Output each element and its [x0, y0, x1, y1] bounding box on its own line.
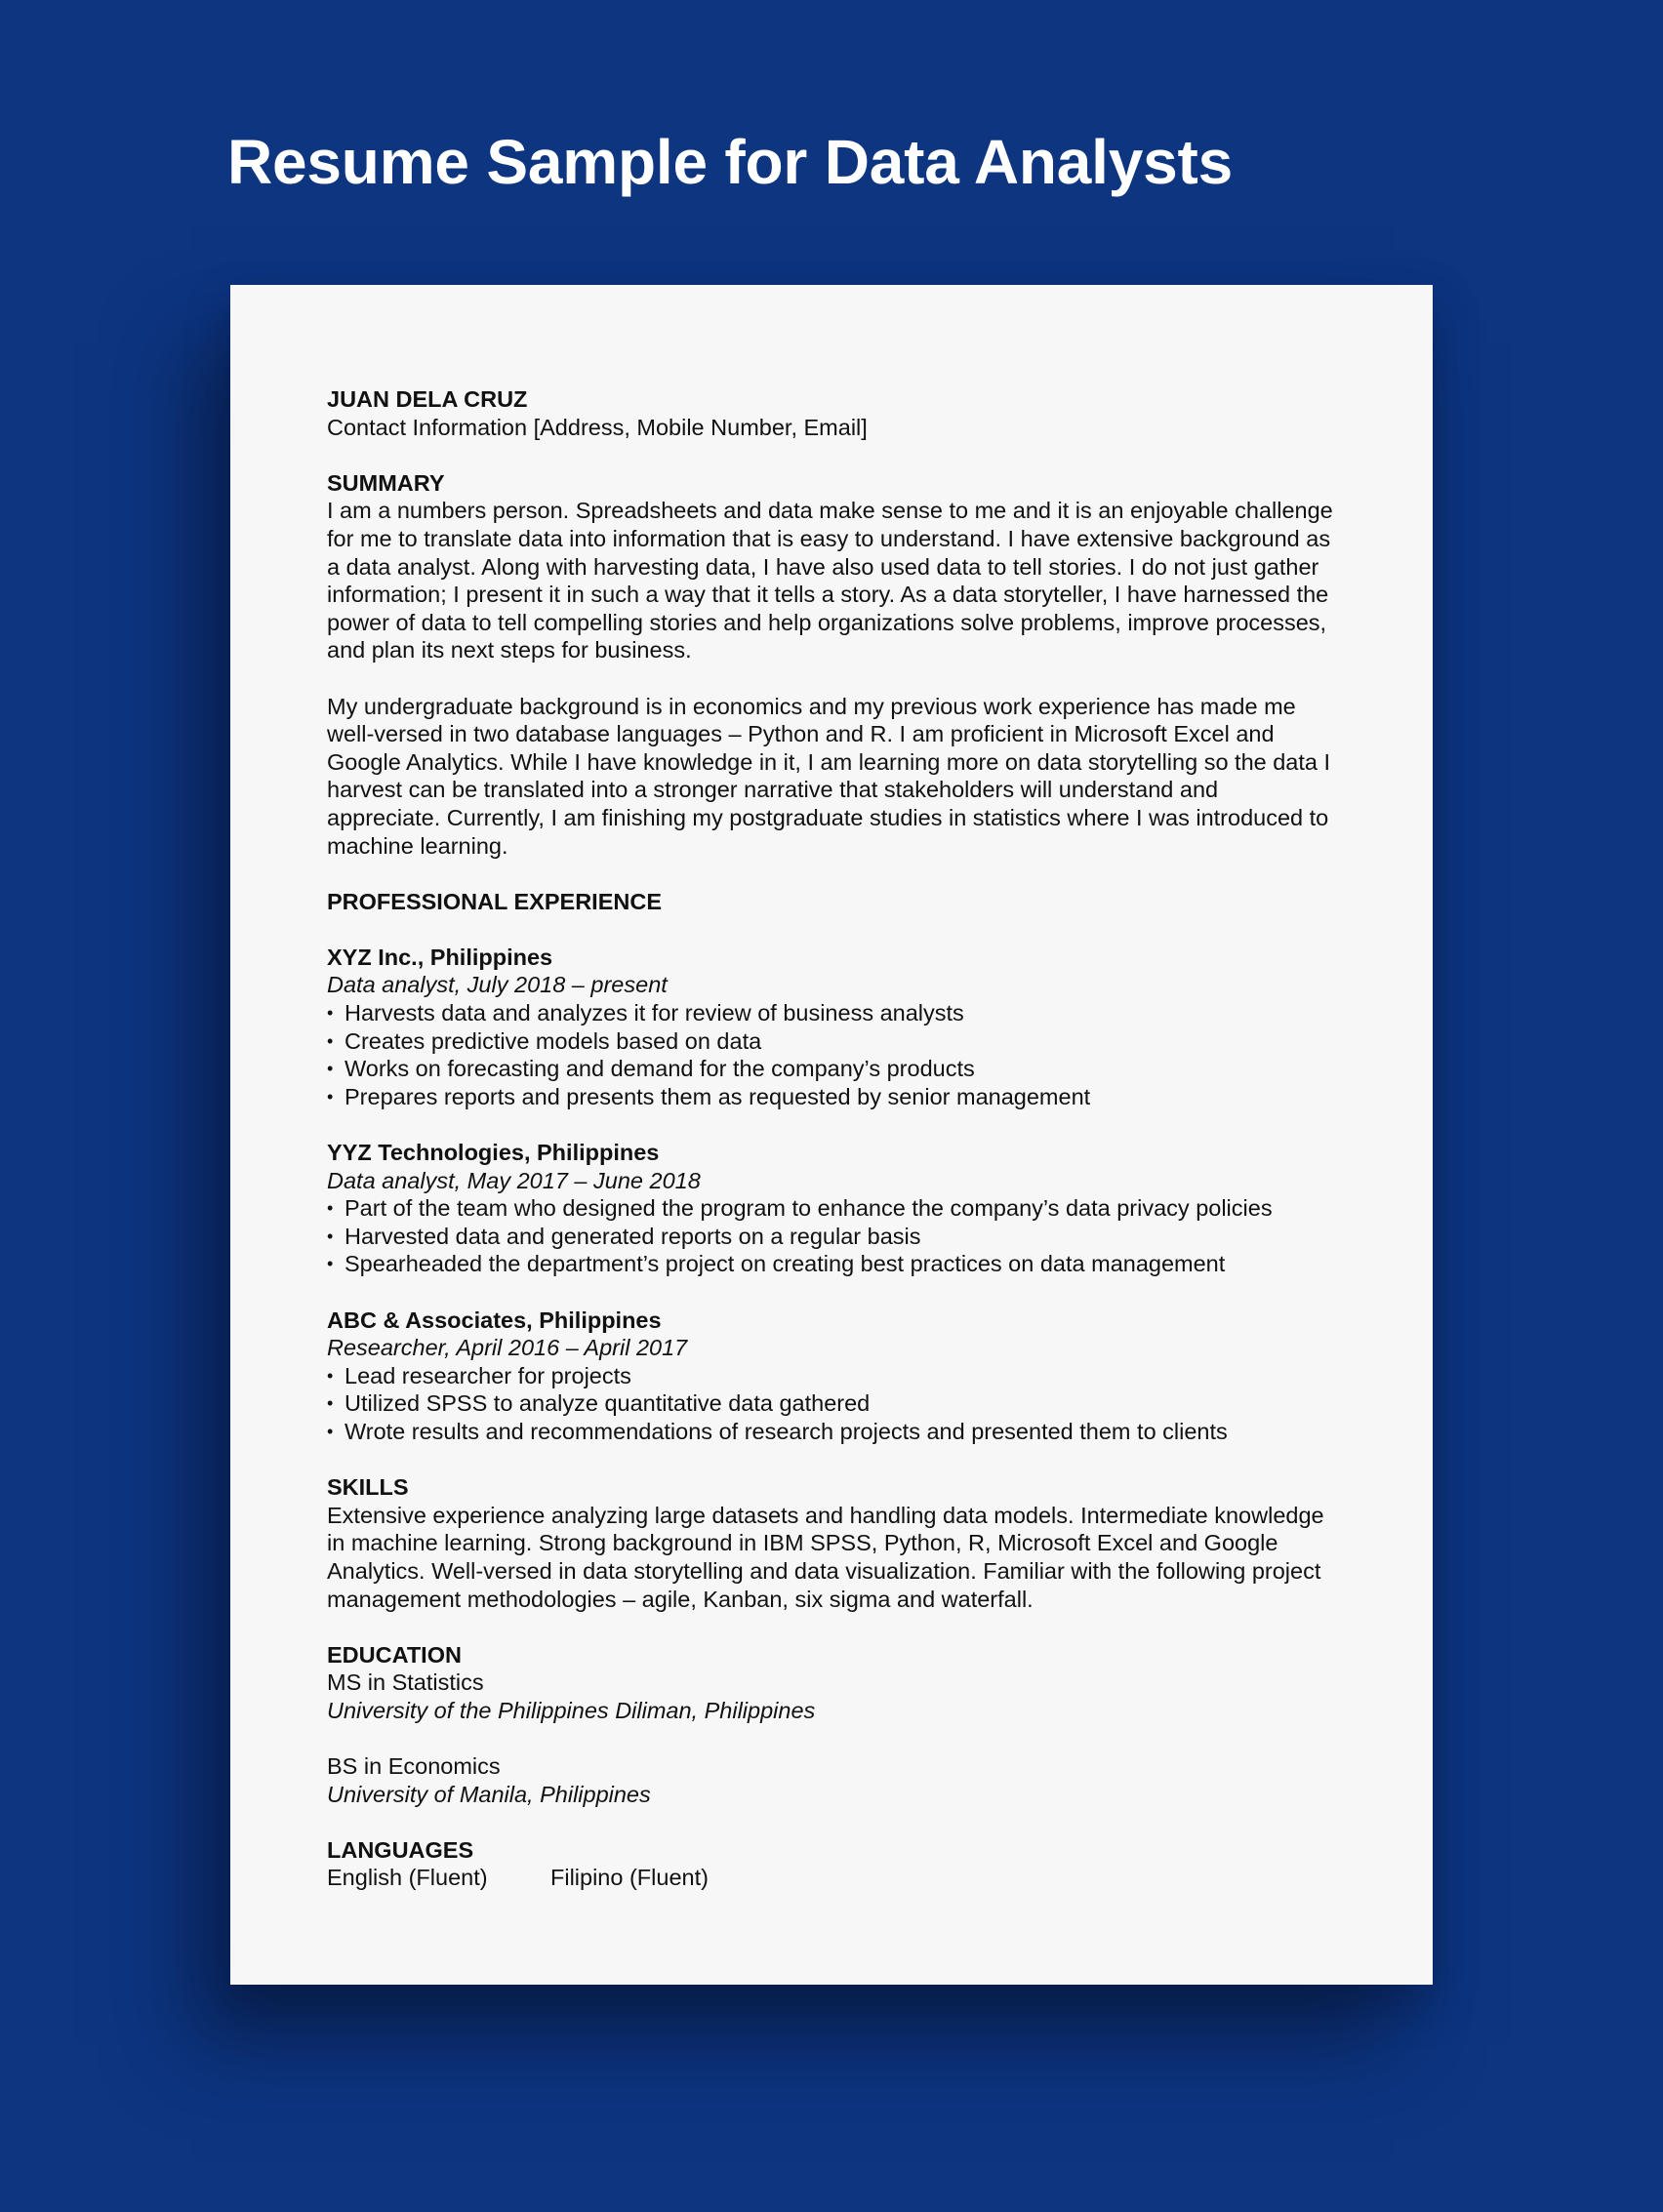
- summary-heading: SUMMARY: [327, 469, 445, 496]
- list-item: • Wrote results and recommendations of research projects and presented them to clients: [327, 1418, 1337, 1446]
- contact-info: Contact Information [Address, Mobile Number, Email]: [327, 414, 868, 440]
- list-item: • Creates predictive models based on data: [327, 1027, 1337, 1056]
- skills-text: Extensive experience analyzing large datasets and handling data models. Intermediate knowledge in machine learning. Strong background in IBM SPSS, Python, R, Microsoft Excel and Google Analytics. Well-versed in data storytelling and data visualization. Familiar with the following project management methodologies – agile, Kanban, six sigma and waterfall.: [327, 1502, 1324, 1612]
- education-heading: EDUCATION: [327, 1641, 462, 1668]
- job-role: Data analyst, May 2017 – June 2018: [327, 1167, 701, 1193]
- summary-paragraph: I am a numbers person. Spreadsheets and data make sense to me and it is an enjoyable challenge for me to translate data into information that is easy to understand. I have extensive background as a data analyst. Along with harvesting data, I have also used data to tell stories. I do not just gather information; I present it in such a way that it tells a story. As a data storyteller, I have harnessed the power of data to tell compelling stories and help organizations solve problems, improve processes, and plan its next steps for business.: [327, 498, 1333, 664]
- list-item: • Lead researcher for projects: [327, 1362, 1337, 1390]
- list-item: • Harvested data and generated reports on a regular basis: [327, 1223, 1337, 1251]
- list-item: • Works on forecasting and demand for the company’s products: [327, 1055, 1337, 1083]
- job-company: XYZ Inc., Philippines: [327, 944, 553, 970]
- language-item: Filipino (Fluent): [550, 1865, 709, 1891]
- list-item: • Prepares reports and presents them as requested by senior management: [327, 1083, 1337, 1111]
- job-duties: [327, 999, 1337, 1110]
- language-item: English (Fluent): [327, 1865, 488, 1891]
- education-degree: BS in Economics: [327, 1753, 501, 1780]
- job-company: ABC & Associates, Philippines: [327, 1307, 662, 1333]
- list-item: • Part of the team who designed the program to enhance the company’s data privacy policies: [327, 1194, 1337, 1223]
- languages-list: [327, 1864, 1337, 1892]
- list-item: • Spearheaded the department’s project on creating best practices on data management: [327, 1250, 1337, 1278]
- job-duties: [327, 1194, 1337, 1278]
- list-item: • Utilized SPSS to analyze quantitative data gathered: [327, 1389, 1337, 1418]
- education-school: University of the Philippines Diliman, Philippines: [327, 1697, 816, 1723]
- job-role: Researcher, April 2016 – April 2017: [327, 1335, 688, 1361]
- education-degree: MS in Statistics: [327, 1669, 484, 1696]
- job-role: Data analyst, July 2018 – present: [327, 972, 668, 998]
- summary-paragraph: My undergraduate background is in economics and my previous work experience has made me well-versed in two database languages – Python and R. I am proficient in Microsoft Excel and Google Analytics. While I have knowledge in it, I am learning more on data storytelling so the data I harvest can be translated into a stronger narrative that stakeholders will understand and appreciate. Currently, I am finishing my postgraduate studies in statistics where I was introduced to machine learning.: [327, 693, 1331, 859]
- languages-heading: LANGUAGES: [327, 1836, 474, 1863]
- experience-heading: PROFESSIONAL EXPERIENCE: [327, 888, 662, 914]
- skills-heading: SKILLS: [327, 1474, 409, 1501]
- list-item: • Harvests data and analyzes it for review of business analysts: [327, 999, 1337, 1027]
- page-title: Resume Sample for Data Analysts: [227, 127, 1234, 197]
- job-company: YYZ Technologies, Philippines: [327, 1140, 660, 1166]
- resume-name: JUAN DELA CRUZ: [327, 386, 528, 412]
- job-entry: [327, 944, 1337, 1111]
- job-duties: [327, 1362, 1337, 1446]
- job-entry: [327, 1139, 1337, 1278]
- job-entry: [327, 1307, 1337, 1446]
- education-school: University of Manila, Philippines: [327, 1781, 651, 1807]
- resume-document: [230, 285, 1433, 1985]
